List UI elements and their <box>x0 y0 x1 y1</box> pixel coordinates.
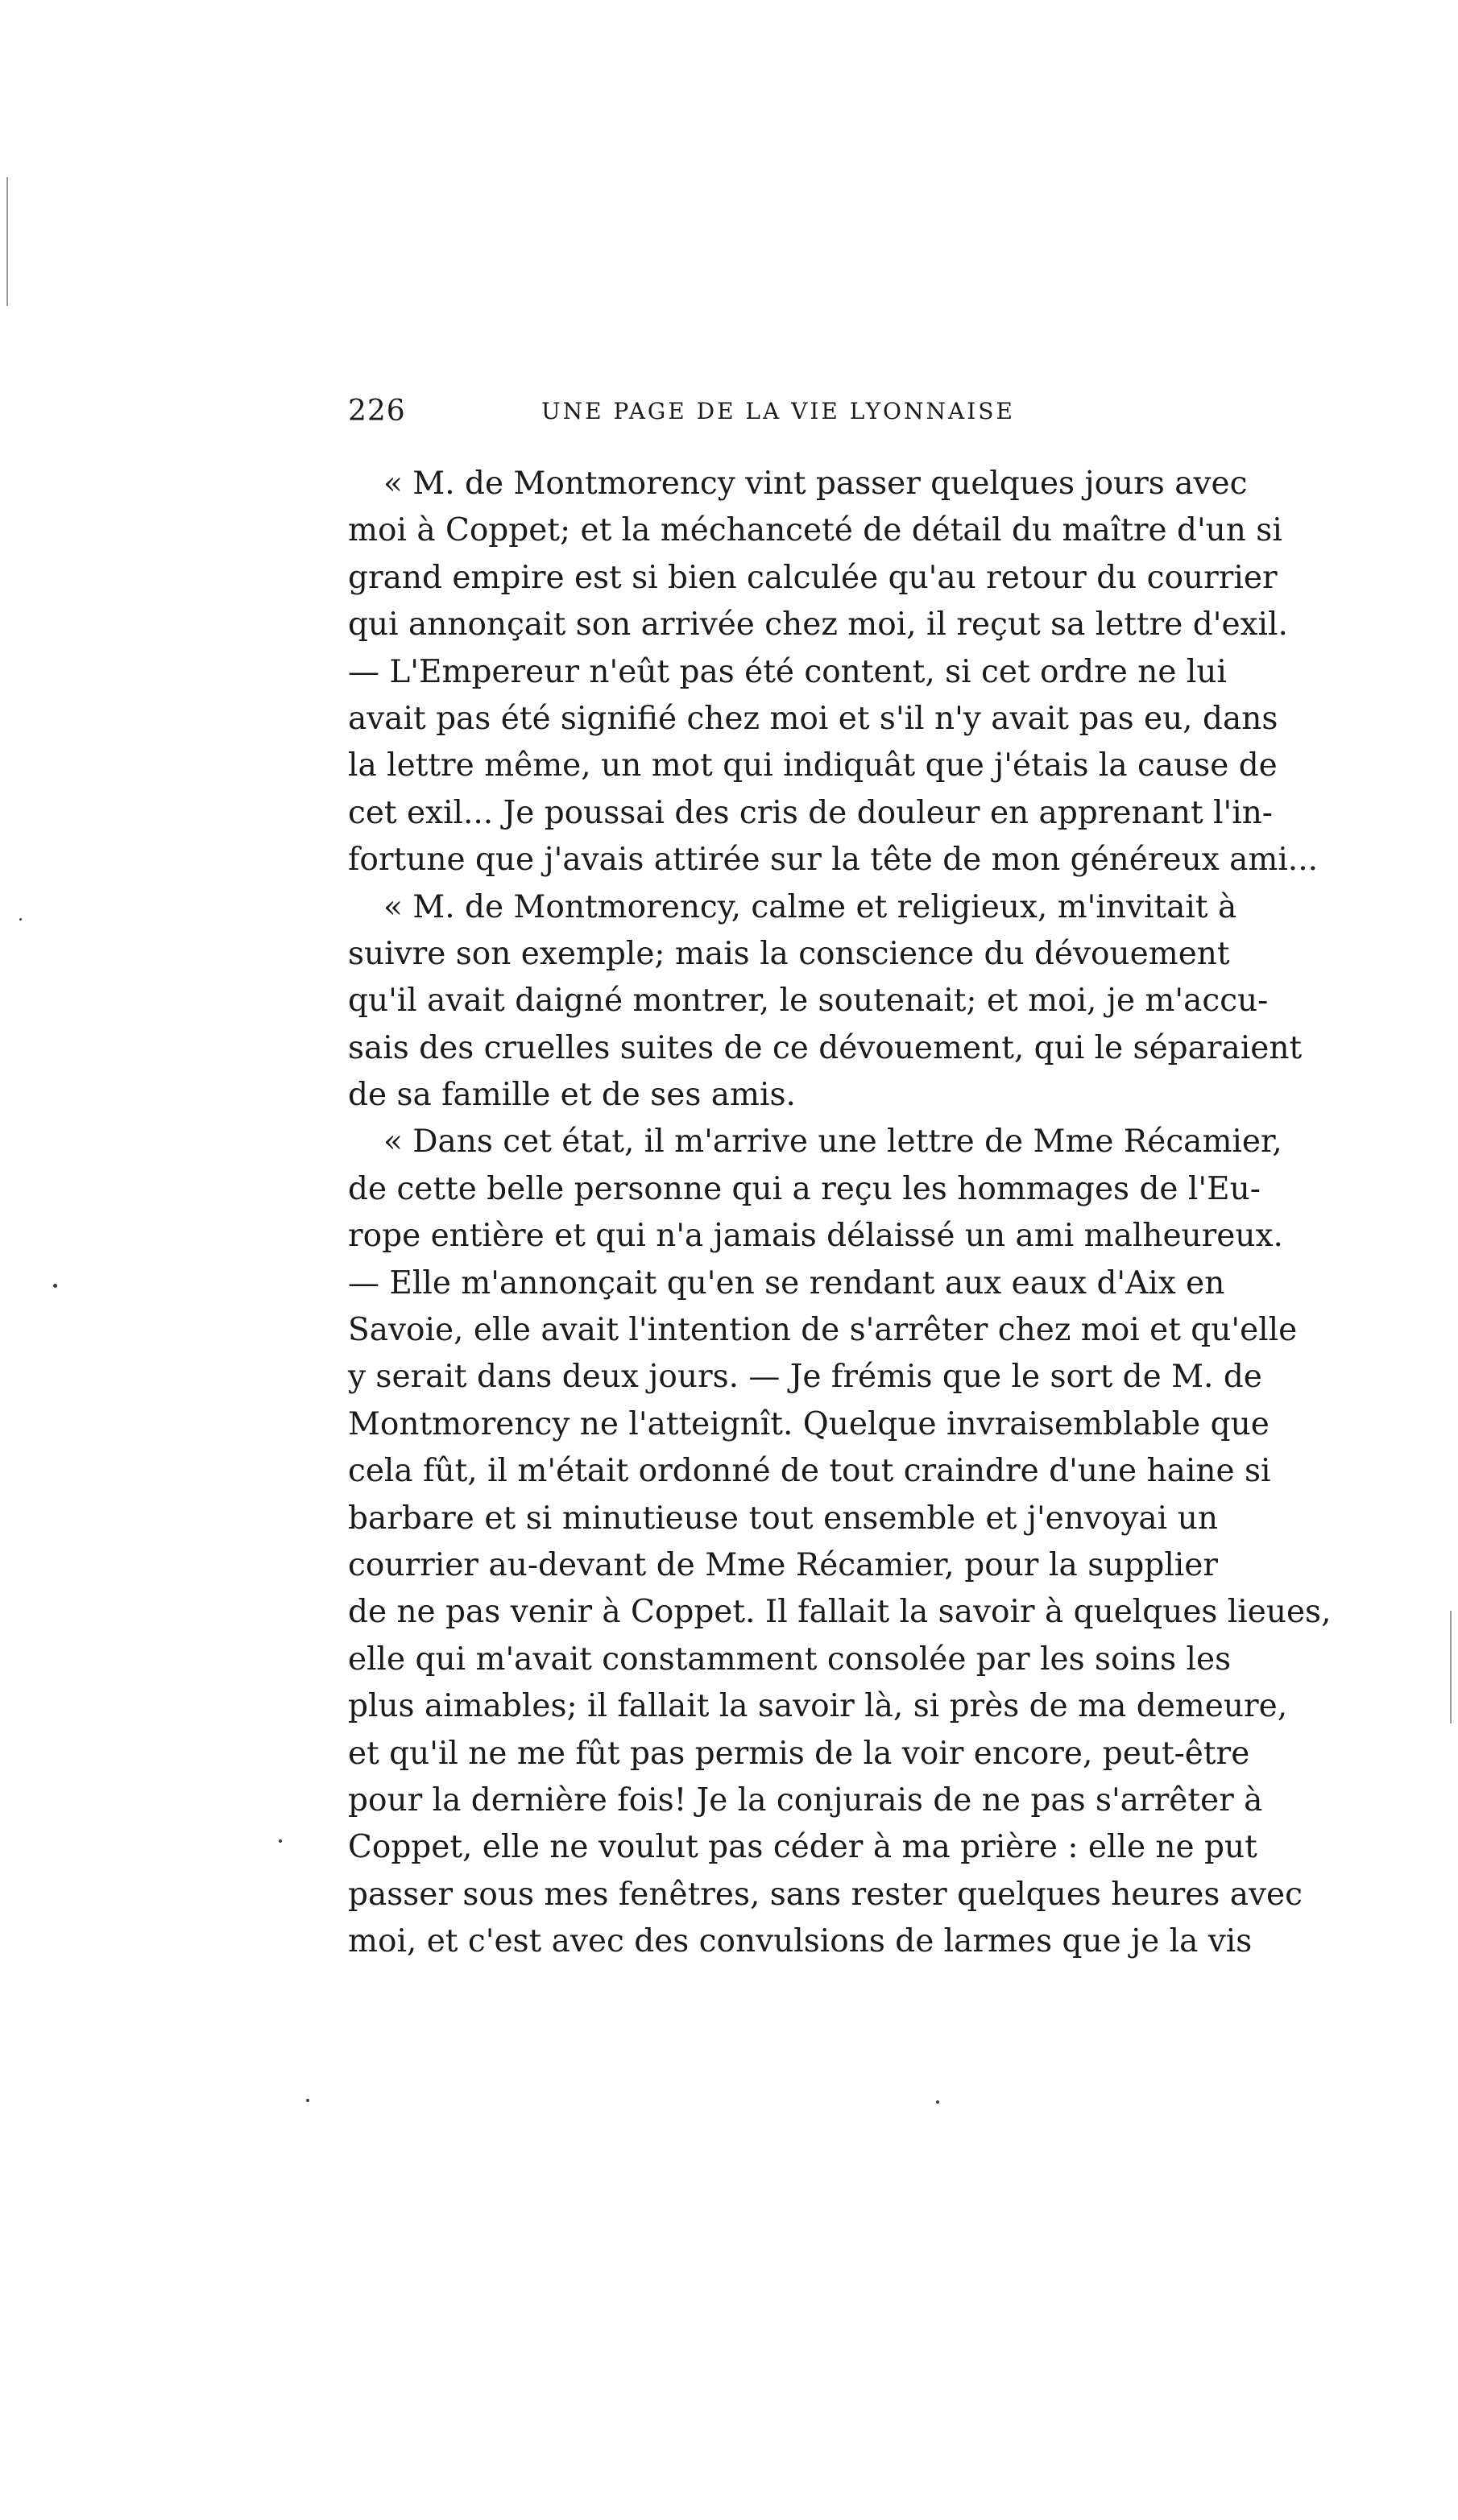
text-line: « Dans cet état, il m'arrive une lettre de Mme Récamier, <box>383 1123 1282 1161</box>
page-number: 226 <box>348 395 406 428</box>
text-line: Coppet, elle ne voulut pas céder à ma prière : elle ne put <box>348 1829 1257 1866</box>
body-text <box>348 461 1332 1966</box>
text-line: qui annonçait son arrivée chez moi, il reçut sa lettre d'exil. <box>348 606 1288 643</box>
text-line: courrier au-devant de Mme Récamier, pour la supplier <box>348 1546 1218 1583</box>
text-line: de cette belle personne qui a reçu les hommages de l'Eu- <box>348 1170 1261 1207</box>
text-line: cet exil... Je poussai des cris de douleur en apprenant l'in- <box>348 794 1273 831</box>
text-line: cela fût, il m'était ordonné de tout craindre d'une haine si <box>348 1453 1271 1490</box>
text-line: moi à Coppet; et la méchanceté de détail du maître d'un si <box>348 512 1282 549</box>
text-line: grand empire est si bien calculée qu'au retour du courrier <box>348 559 1278 596</box>
text-line: fortune que j'avais attirée sur la tête de mon généreux ami... <box>348 842 1318 879</box>
text-line: rope entière et qui n'a jamais délaissé un ami malheureux. <box>348 1218 1283 1255</box>
text-line: avait pas été signifié chez moi et s'il n'y avait pas eu, dans <box>348 700 1278 737</box>
scan-speck <box>936 2100 939 2104</box>
text-line: de ne pas venir à Coppet. Il fallait la savoir à quelques lieues, <box>348 1594 1332 1631</box>
scan-edge-mark <box>6 177 8 306</box>
page-header <box>348 395 1218 435</box>
text-line: — Elle m'annonçait qu'en se rendant aux eaux d'Aix en <box>348 1264 1225 1301</box>
text-line: passer sous mes fenêtres, sans rester quelques heures avec <box>348 1876 1303 1913</box>
text-line: — L'Empereur n'eût pas été content, si cet ordre ne lui <box>348 653 1227 690</box>
text-line: « M. de Montmorency vint passer quelques jours avec <box>383 466 1248 502</box>
text-line: pour la dernière fois! Je la conjurais de ne pas s'arrêter à <box>348 1781 1263 1819</box>
scan-speck <box>53 1284 57 1288</box>
text-line: et qu'il ne me fût pas permis de la voir encore, peut-être <box>348 1735 1250 1772</box>
text-line: qu'il avait daigné montrer, le soutenait; et moi, je m'accu- <box>348 983 1269 1020</box>
text-line: Savoie, elle avait l'intention de s'arrêter chez moi et qu'elle <box>348 1312 1298 1349</box>
text-line: plus aimables; il fallait la savoir là, si près de ma demeure, <box>348 1688 1288 1725</box>
text-line: la lettre même, un mot qui indiquât que j'étais la cause de <box>348 747 1278 784</box>
text-line: y serait dans deux jours. — Je frémis que le sort de M. de <box>348 1359 1262 1396</box>
text-line: de sa famille et de ses amis. <box>348 1077 796 1114</box>
scan-edge-mark <box>1450 1611 1452 1723</box>
text-line: barbare et si minutieuse tout ensemble et j'envoyai un <box>348 1500 1218 1537</box>
scan-speck <box>279 1839 282 1843</box>
text-line: suivre son exemple; mais la conscience du dévouement <box>348 935 1230 972</box>
text-line: moi, et c'est avec des convulsions de larmes que je la vis <box>348 1923 1253 1960</box>
running-title: UNE PAGE DE LA VIE LYONNAISE <box>541 398 1015 424</box>
scan-speck <box>306 2099 309 2102</box>
text-line: sais des cruelles suites de ce dévouement, qui le séparaient <box>348 1029 1303 1066</box>
text-line: Montmorency ne l'atteignît. Quelque invraisemblable que <box>348 1405 1270 1442</box>
scan-speck <box>19 918 22 921</box>
text-line: elle qui m'avait constamment consolée par les soins les <box>348 1641 1232 1678</box>
text-line: « M. de Montmorency, calme et religieux, m'invitait à <box>383 888 1237 925</box>
